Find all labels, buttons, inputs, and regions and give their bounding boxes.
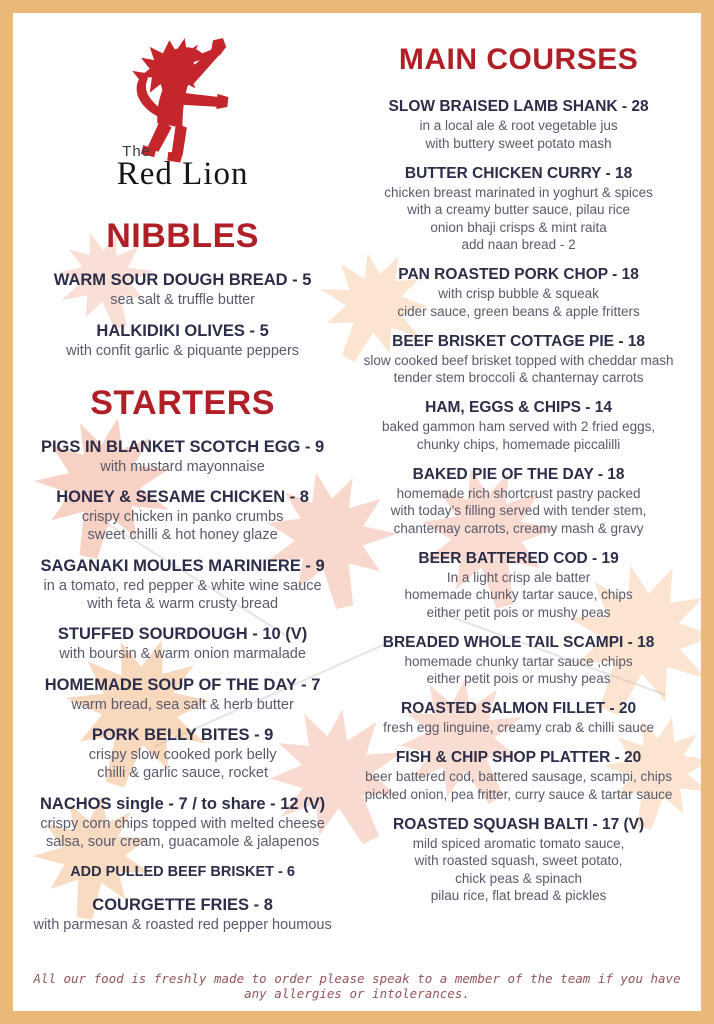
menu-item-desc: In a light crisp ale batter xyxy=(446,569,591,585)
left-column xyxy=(23,21,342,945)
menu-item-desc: pilau rice, flat bread & pickles xyxy=(430,888,607,903)
menu-item-desc: warm bread, sea salt & herb butter xyxy=(71,696,294,713)
menu-item-name: BEEF BRISKET COTTAGE PIE - 18 xyxy=(392,332,646,350)
menu-item xyxy=(23,675,342,714)
menu-item-desc: sea salt & truffle butter xyxy=(110,292,255,308)
menu-item xyxy=(342,465,695,538)
menu-item xyxy=(23,487,342,544)
menu-item xyxy=(342,699,695,737)
menu-item-desc: with boursin & warm onion marmalade xyxy=(59,646,306,662)
allergy-notice xyxy=(13,971,701,1001)
menu-item-name: SLOW BRAISED LAMB SHANK - 28 xyxy=(388,98,649,115)
allergy-notice-line2: any allergies or intolerances. xyxy=(244,986,470,1001)
menu-item xyxy=(342,815,695,905)
menu-item-desc: homemade chunky tartar sauce ,chips xyxy=(404,653,633,669)
menu-item-name: WARM SOUR DOUGH BREAD - 5 xyxy=(53,271,312,289)
logo-name-text: Red Lion xyxy=(116,156,249,192)
menu-item-desc: crispy slow cooked pork belly xyxy=(88,747,277,763)
menu-item-name: STUFFED SOURDOUGH - 10 (V) xyxy=(57,625,308,643)
menu-item-name: ADD PULLED BEEF BRISKET - 6 xyxy=(70,864,295,880)
menu-item-desc: either petit pois or mushy peas xyxy=(426,671,611,686)
menu-item-desc: cider sauce, green beans & apple fritters xyxy=(397,303,640,319)
menu-item xyxy=(23,794,342,851)
menu-item-desc: with feta & warm crusty bread xyxy=(87,595,279,612)
section-title-main-courses: MAIN COURSES xyxy=(398,43,639,76)
menu-item xyxy=(23,862,342,883)
menu-item-name: ROASTED SALMON FILLET - 20 xyxy=(401,700,637,717)
menu-item-name: BEER BATTERED COD - 19 xyxy=(418,549,619,567)
menu-item-name: HOMEMADE SOUP OF THE DAY - 7 xyxy=(44,675,321,694)
menu-item-name: HALKIDIKI OLIVES - 5 xyxy=(96,321,269,340)
menu-item-name: NACHOS single - 7 / to share - 12 (V) xyxy=(40,794,326,813)
menu-item-desc: chick peas & spinach xyxy=(455,870,582,886)
menu-item-desc: either petit pois or mushy peas xyxy=(426,604,611,620)
menu-item-name: FISH & CHIP SHOP PLATTER - 20 xyxy=(395,749,642,766)
menu-item-desc: homemade chunky tartar sauce, chips xyxy=(404,587,633,602)
menu-item-desc: in a tomato, red pepper & white wine sauce xyxy=(43,577,322,594)
menu-item-name: BREADED WHOLE TAIL SCAMPI - 18 xyxy=(382,633,655,651)
menu-item-name: COURGETTE FRIES - 8 xyxy=(92,895,273,914)
menu-item-name: PORK BELLY BITES - 9 xyxy=(91,726,274,744)
menu-item-desc: with buttery sweet potato mash xyxy=(425,135,612,151)
menu-item xyxy=(23,321,342,360)
menu-item-desc: pickled onion, pea fritter, curry sauce & tartar sauce xyxy=(364,786,673,802)
menu-item-desc: homemade rich shortcrust pastry packed xyxy=(396,485,641,501)
menu-item-desc: crispy corn chips topped with melted cheese xyxy=(40,815,325,832)
menu-item xyxy=(23,624,342,663)
menu-item-desc: with parmesan & roasted red pepper houmous xyxy=(33,916,332,933)
menu-item-name: ROASTED SQUASH BALTI - 17 (V) xyxy=(393,815,645,833)
menu-item-desc: sweet chilli & hot honey glaze xyxy=(87,527,278,543)
menu-item-desc: chunky chips, homemade piccalilli xyxy=(416,436,621,452)
menu-item-desc: with today’s filling served with tender stem, xyxy=(390,503,647,518)
section-title-nibbles: NIBBLES xyxy=(106,217,259,255)
menu-item-name: SAGANAKI MOULES MARINIERE - 9 xyxy=(40,556,325,575)
menu-item-name: BUTTER CHICKEN CURRY - 18 xyxy=(404,164,633,182)
menu-item-desc: fresh egg linguine, creamy crab & chilli sauce xyxy=(383,720,655,735)
menu-item-desc: with roasted squash, sweet potato, xyxy=(414,853,623,868)
menu-item-desc: in a local ale & root vegetable jus xyxy=(419,118,618,133)
red-lion-logo xyxy=(68,25,298,193)
menu-item-desc: chicken breast marinated in yoghurt & spices xyxy=(384,184,653,200)
menu-item xyxy=(23,270,342,309)
right-column xyxy=(342,21,695,916)
menu-item xyxy=(23,895,342,934)
menu-item-desc: tender stem broccoli & chanternay carrots xyxy=(393,370,644,385)
menu-item-desc: with a creamy butter sauce, pilau rice xyxy=(407,202,631,217)
menu-item xyxy=(23,437,342,476)
menu-item-desc: with mustard mayonnaise xyxy=(100,458,265,475)
menu-item-desc: chanternay carrots, creamy mash & gravy xyxy=(393,520,644,536)
menu-item-desc: baked gammon ham served with 2 fried eggs, xyxy=(382,419,656,434)
menu-item-desc: chilli & garlic sauce, rocket xyxy=(97,765,269,781)
menu-item xyxy=(342,97,695,152)
menu-item-name: PAN ROASTED PORK CHOP - 18 xyxy=(398,266,639,283)
menu-item-desc: with crisp bubble & squeak xyxy=(438,286,599,301)
menu-item-desc: salsa, sour cream, guacamole & jalapenos xyxy=(45,833,320,850)
menu-item-desc: crispy chicken in panko crumbs xyxy=(81,509,284,525)
allergy-notice-line1: All our food is freshly made to order please speak to a member of the team if you have xyxy=(33,971,681,986)
menu-item-desc: add naan bread - 2 xyxy=(461,237,576,252)
section-title-starters: STARTERS xyxy=(90,383,275,422)
menu-item-name: PIGS IN BLANKET SCOTCH EGG - 9 xyxy=(40,437,325,456)
logo-the-text: The xyxy=(122,143,152,160)
menu-item-desc: slow cooked beef brisket topped with cheddar mash xyxy=(363,352,674,368)
menu-item xyxy=(342,549,695,622)
menu-item-desc: with confit garlic & piquante peppers xyxy=(66,342,300,359)
menu-item xyxy=(342,265,695,320)
menu-item-name: BAKED PIE OF THE DAY - 18 xyxy=(412,465,625,483)
menu-item xyxy=(342,164,695,254)
menu-item-desc: mild spiced aromatic tomato sauce, xyxy=(412,835,625,851)
menu-item xyxy=(342,633,695,688)
menu-item xyxy=(342,748,695,803)
menu-item xyxy=(342,398,695,453)
menu-item xyxy=(23,725,342,782)
menu-item-name: HAM, EGGS & CHIPS - 14 xyxy=(425,399,613,416)
menu-item-desc: onion bhaji crisps & mint raita xyxy=(430,219,607,235)
menu-item xyxy=(23,556,342,613)
menu-item-desc: beer battered cod, battered sausage, scampi, chips xyxy=(365,769,673,784)
menu-item-name: HONEY & SESAME CHICKEN - 8 xyxy=(56,488,309,506)
menu-item xyxy=(342,332,695,387)
